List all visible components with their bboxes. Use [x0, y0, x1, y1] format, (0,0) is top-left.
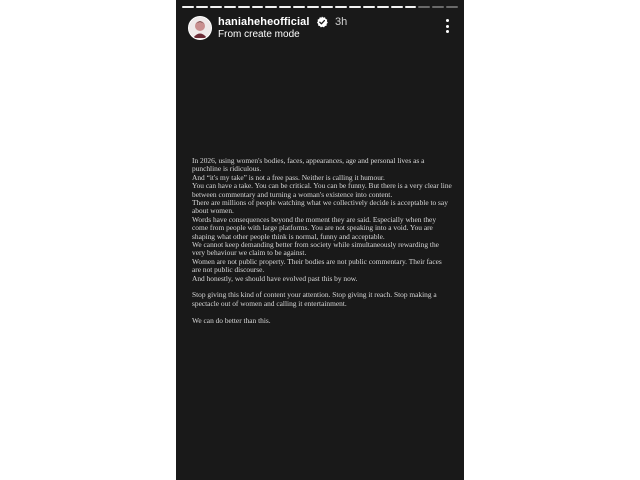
username[interactable]: haniaheheofficial	[218, 16, 310, 28]
progress-segment	[446, 6, 458, 8]
text-line: And honestly, we should have evolved past this by now.	[192, 273, 358, 283]
progress-segment	[293, 6, 305, 8]
progress-segment	[196, 6, 208, 8]
progress-segment	[363, 6, 375, 8]
text-line: In 2026, using women's bodies, faces, appearances, age and personal lives as a punchline is ridiculous.	[192, 156, 425, 174]
progress-segment	[349, 6, 361, 8]
paragraph-1	[192, 157, 452, 283]
progress-segment	[335, 6, 347, 8]
paragraph-2: Stop giving this kind of content your attention. Stop giving it reach. Stop making a spectacle out of women and calling it entertainment.	[192, 290, 437, 308]
progress-segment	[307, 6, 319, 8]
progress-segment	[182, 6, 194, 8]
progress-segment	[224, 6, 236, 8]
progress-segment	[279, 6, 291, 8]
progress-segment	[377, 6, 389, 8]
progress-segment	[391, 6, 403, 8]
text-line: And “it's my take” is not a free pass. Neither is calling it humour.	[192, 172, 385, 182]
progress-segment	[432, 6, 444, 8]
story-text	[192, 157, 452, 325]
progress-segment	[265, 6, 277, 8]
post-time: 3h	[335, 16, 348, 28]
story-progress-bar	[182, 6, 458, 8]
progress-segment	[418, 6, 430, 8]
text-line: We cannot keep demanding better from society while simultaneously rewarding the very behaviour we claim to be against.	[192, 240, 439, 258]
text-line: Women are not public property. Their bodies are not public commentary. Their faces are not public discourse.	[192, 256, 442, 275]
paragraph-3: We can do better than this.	[192, 315, 271, 325]
text-line: Words have consequences beyond the moment they are said. Especially when they come from people with large platforms. You are not speaking into a void. You are shaping what other people think is normal, funny and acceptable.	[192, 214, 437, 241]
progress-segment	[405, 6, 417, 8]
text-line: There are millions of people watching what we collectively decide is acceptable to say about women.	[192, 198, 448, 216]
story-viewer[interactable]	[176, 0, 464, 480]
progress-segment	[238, 6, 250, 8]
progress-segment	[321, 6, 333, 8]
more-vertical-icon[interactable]	[442, 18, 452, 34]
avatar-image	[189, 17, 211, 39]
progress-segment	[210, 6, 222, 8]
story-source-label[interactable]: From create mode	[218, 29, 300, 40]
verified-badge-icon	[316, 16, 328, 28]
text-line: You can have a take. You can be critical. You can be funny. But there is a very clear line between commentary and turning a woman's existence into content.	[192, 181, 452, 199]
progress-segment	[252, 6, 264, 8]
story-header	[186, 14, 454, 46]
avatar[interactable]	[188, 16, 212, 40]
